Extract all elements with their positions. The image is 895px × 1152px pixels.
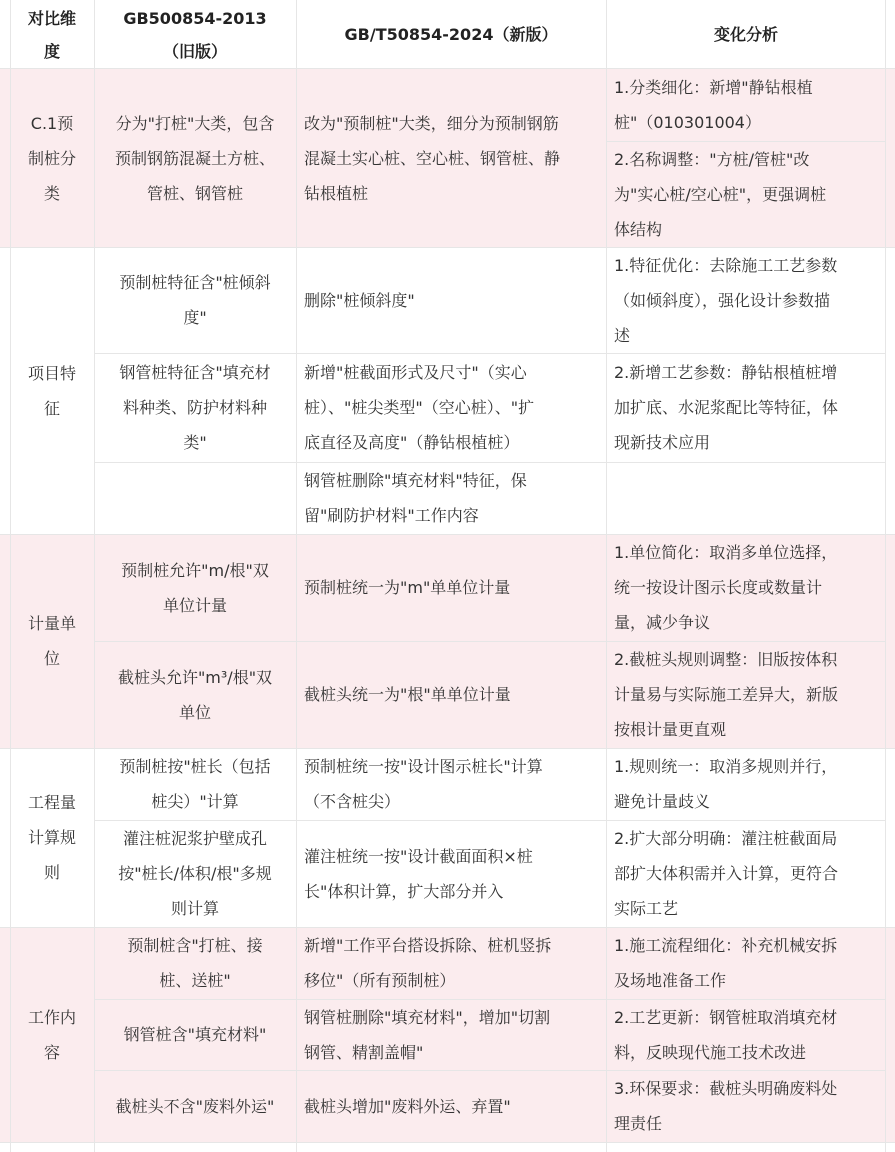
- units-old-2: 截桩头允许"m³/根"双 单位: [117, 667, 273, 722]
- features-old-2: 钢管桩特征含"填充材 料种类、防护材料种 类": [119, 363, 271, 452]
- section-label-features: 项目特 征: [27, 363, 76, 418]
- grid-vline: [885, 0, 886, 1152]
- grid-vline: [606, 0, 607, 1152]
- header-dimension: 对比维 度: [27, 8, 76, 61]
- grid-hline: [94, 999, 886, 1000]
- features-new-1: 删除"桩倾斜度": [304, 290, 415, 310]
- rules-new-1: 预制桩统一按"设计图示桩长"计算 （不含桩尖）: [304, 757, 543, 811]
- rules-old-1: 预制桩按"桩长（包括 桩尖）"计算: [119, 757, 271, 811]
- work-new-2: 钢管桩删除"填充材料"，增加"切割 钢管、精割盖帽": [304, 1007, 551, 1062]
- classification-old: 分为"打桩"大类，包含 预制钢筋混凝土方桩、 管桩、钢管桩: [114, 113, 275, 203]
- classification-new: 改为"预制桩"大类，细分为预制钢筋 混凝土实心桩、空心桩、钢管桩、静 钻根植桩: [304, 113, 561, 203]
- band-bottom-bg: [0, 1142, 895, 1152]
- rules-new-2: 灌注桩统一按"设计截面面积×桩 长"体积计算，扩大部分并入: [304, 846, 533, 901]
- section-label-quantity-rules: 工程量 计算规 则: [27, 793, 76, 882]
- grid-hline: [0, 247, 895, 248]
- rules-analysis-2: 2.扩大部分明确：灌注桩截面局 部扩大体积需并入计算，更符合 实际工艺: [614, 829, 839, 918]
- header-new-version: GB/T50854-2024（新版）: [344, 25, 558, 44]
- grid-hline: [0, 927, 895, 928]
- work-new-1: 新增"工作平台搭设拆除、桩机竖拆 移位"（所有预制桩）: [304, 936, 552, 990]
- work-old-2: 钢管桩含"填充材料": [123, 1025, 267, 1044]
- grid-hline: [0, 748, 895, 749]
- features-analysis-1: 1.特征优化：去除施工工艺参数 （如倾斜度），强化设计参数描 述: [614, 255, 838, 345]
- units-analysis-1: 1.单位简化：取消多单位选择， 统一按设计图示长度或数量计 量，减少争议: [614, 543, 838, 632]
- units-old-1: 预制桩允许"m/根"双 单位计量: [121, 560, 269, 615]
- work-analysis-2: 2.工艺更新：钢管桩取消填充材 料，反映现代施工技术改进: [614, 1007, 838, 1062]
- grid-hline: [94, 820, 886, 821]
- rules-analysis-1: 1.规则统一：取消多规则并行， 避免计量歧义: [614, 757, 838, 811]
- grid-hline: [0, 534, 895, 535]
- units-new-2: 截桩头统一为"根"单单位计量: [304, 685, 511, 704]
- grid-vline: [10, 0, 11, 1152]
- header-analysis: 变化分析: [713, 25, 778, 44]
- grid-hline: [94, 462, 886, 463]
- grid-hline: [0, 68, 895, 69]
- units-new-1: 预制桩统一为"m"单单位计量: [304, 578, 511, 597]
- grid-hline: [94, 353, 886, 354]
- section-label-work-content: 工作内 容: [27, 1007, 76, 1062]
- features-new-2: 新增"桩截面形式及尺寸"（实心 桩）、"桩尖类型"（空心桩）、"扩 底直径及高度"（静钻根植桩）: [304, 363, 535, 452]
- units-analysis-2: 2.截桩头规则调整：旧版按体积 计量易与实际施工差异大，新版 按根计量更直观: [614, 650, 839, 739]
- features-new-3: 钢管桩删除"填充材料"特征，保 留"刷防护材料"工作内容: [304, 471, 527, 525]
- work-analysis-3: 3.环保要求：截桩头明确废料处 理责任: [614, 1079, 838, 1133]
- work-old-3: 截桩头不含"废料外运": [115, 1096, 275, 1116]
- grid-hline: [94, 1070, 886, 1071]
- grid-hline: [94, 641, 886, 642]
- grid-vline: [296, 0, 297, 1152]
- header-old-version: GB500854-2013 （旧版）: [123, 8, 267, 61]
- grid-hline: [606, 141, 886, 142]
- features-analysis-2: 2.新增工艺参数：静钻根植桩增 加扩底、水泥浆配比等特征，体 现新技术应用: [614, 363, 839, 452]
- work-new-3: 截桩头增加"废料外运、弃置": [304, 1096, 511, 1116]
- section-label-units: 计量单 位: [27, 614, 76, 668]
- grid-hline: [0, 1142, 895, 1143]
- section-label-classification: C.1预 制桩分 类: [27, 113, 76, 203]
- classification-analysis-1: 1.分类细化：新增"静钻根植 桩"（010301004）: [614, 78, 813, 132]
- classification-analysis-2: 2.名称调整："方桩/管桩"改 为"实心桩/空心桩"，更强调桩 体结构: [614, 149, 827, 239]
- work-old-1: 预制桩含"打桩、接 桩、送桩": [127, 936, 263, 990]
- grid-vline: [94, 0, 95, 1152]
- work-analysis-1: 1.施工流程细化：补充机械安拆 及场地准备工作: [614, 936, 838, 990]
- rules-old-2: 灌注桩泥浆护壁成孔 按"桩长/体积/根"多规 则计算: [118, 829, 272, 918]
- features-old-1: 预制桩特征含"桩倾斜 度": [119, 273, 271, 327]
